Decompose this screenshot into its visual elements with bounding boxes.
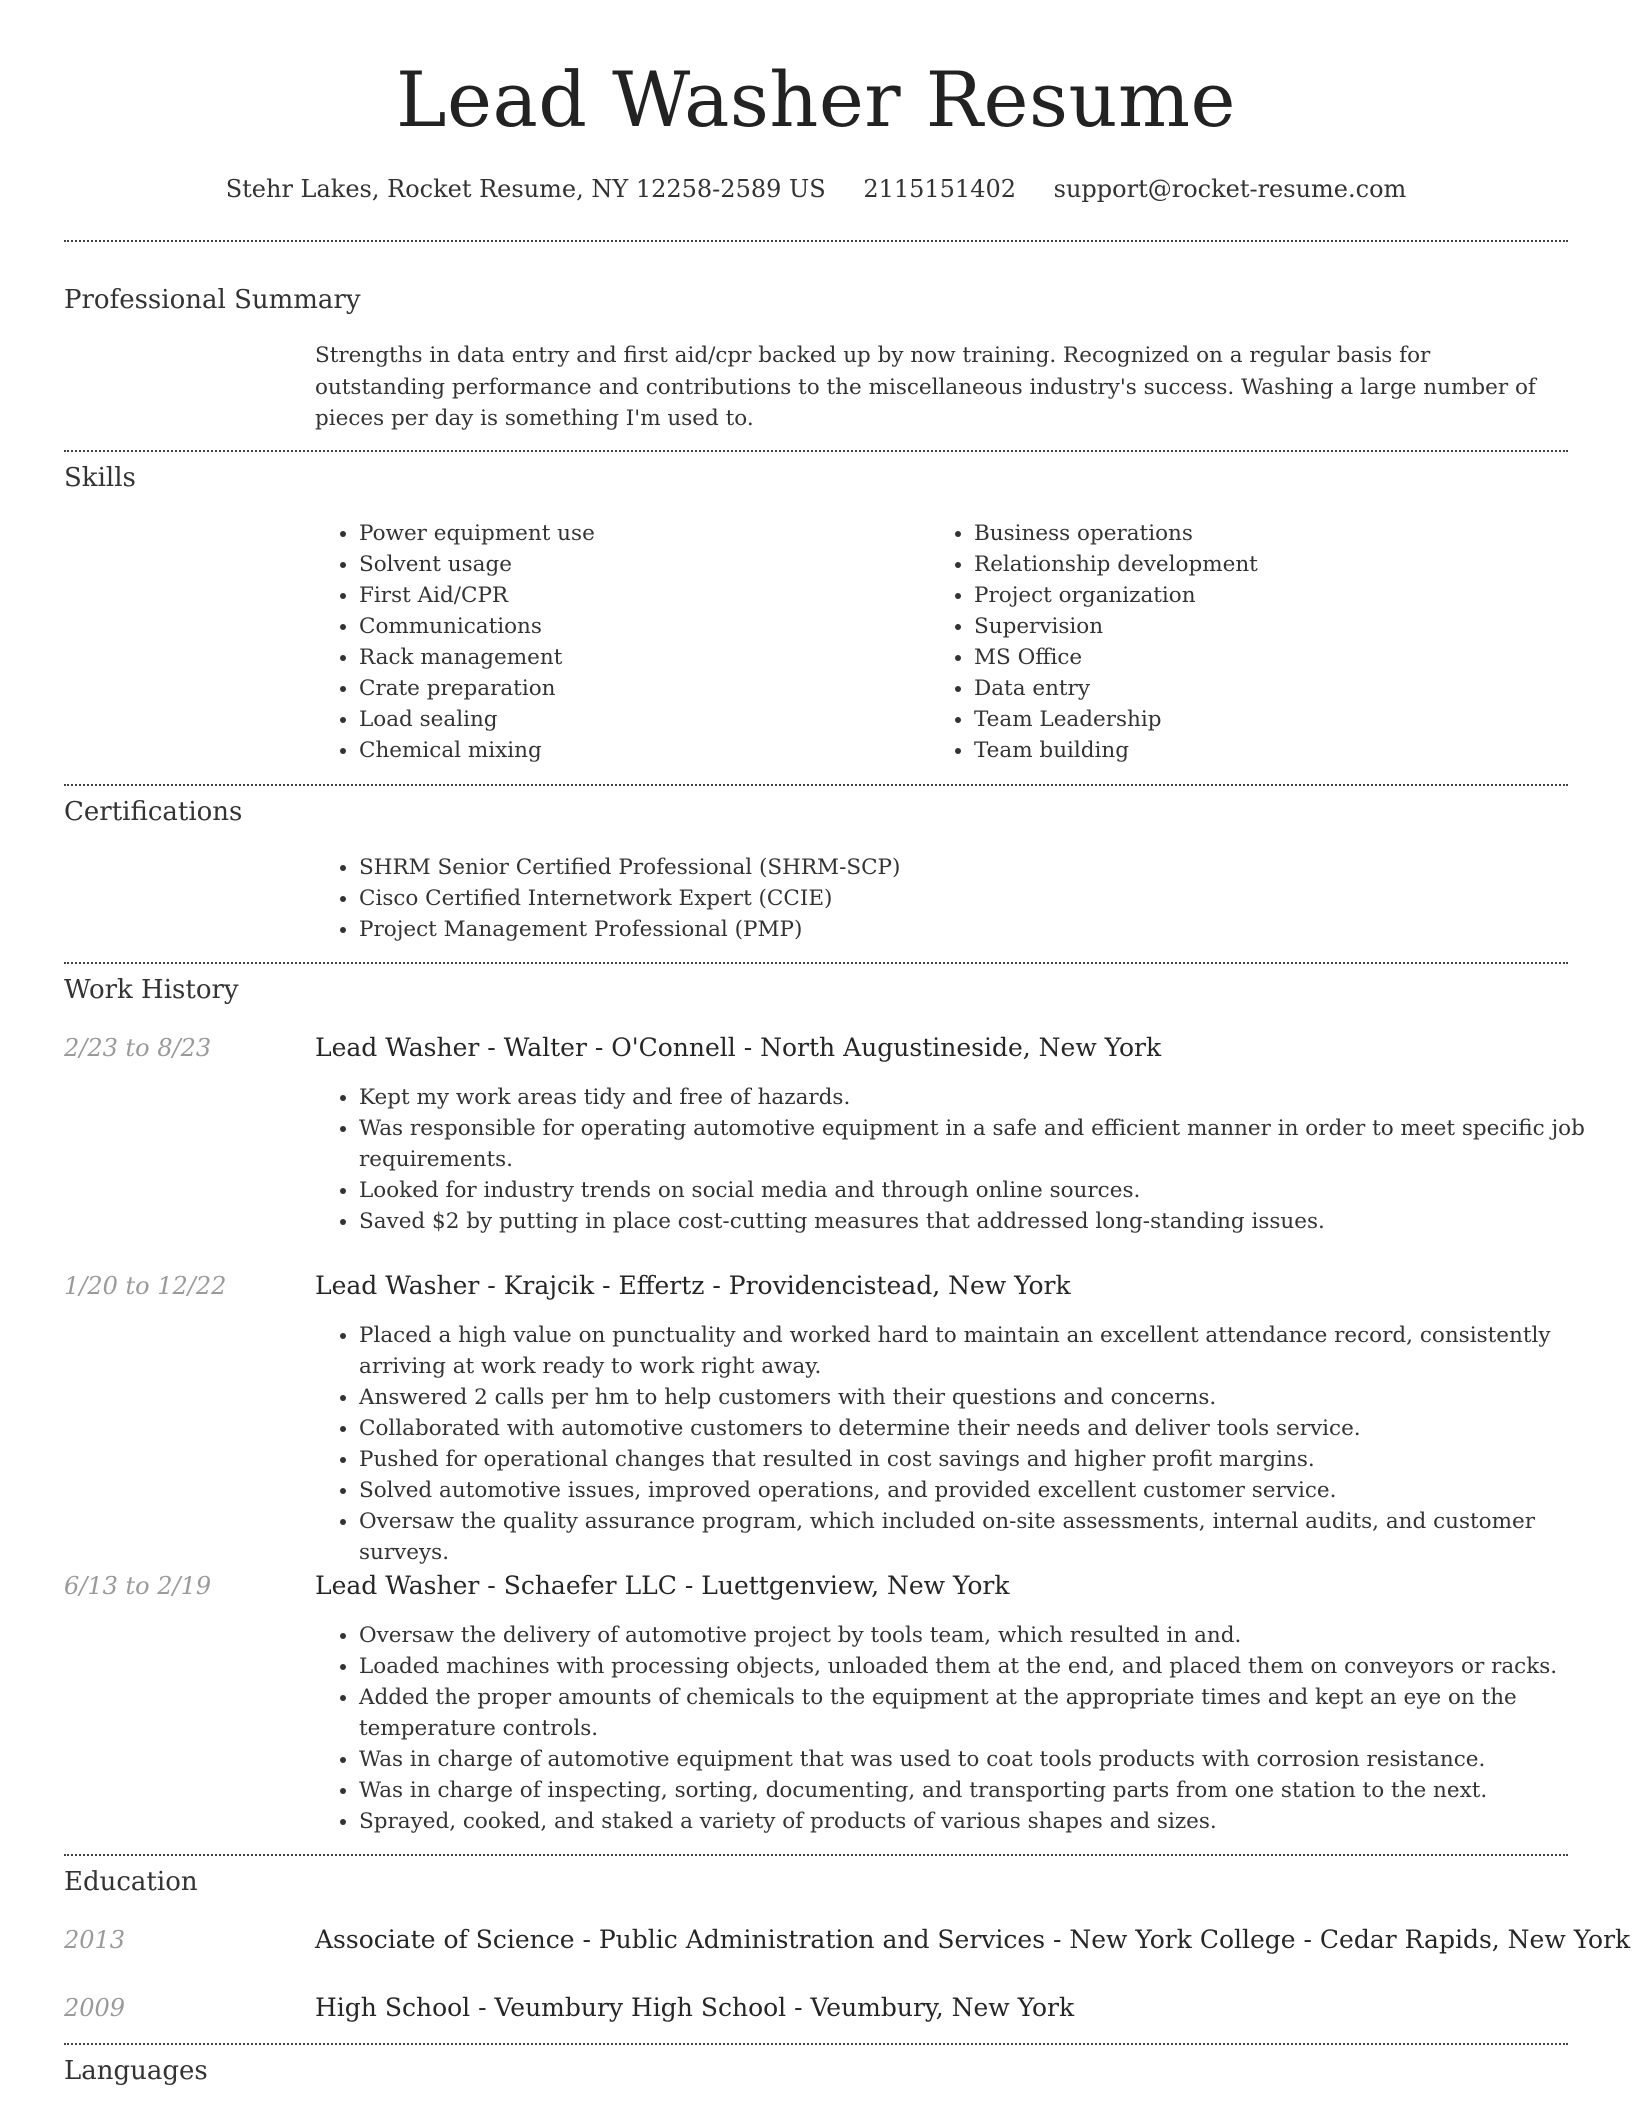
job-dates: 1/20 to 12/22 bbox=[64, 1272, 227, 1300]
list-item: • Placed a high value on punctuality and worked hard to maintain an excellent attendance record, consistently arriving at work ready to work right away. bbox=[359, 1320, 1599, 1382]
list-item: • Project organization bbox=[974, 580, 1574, 611]
list-item: • Was in charge of automotive equipment that was used to coat tools products with corrosion resistance. bbox=[359, 1744, 1599, 1775]
list-item: • Collaborated with automotive customers to determine their needs and deliver tools service. bbox=[359, 1413, 1599, 1444]
list-item: • Pushed for operational changes that resulted in cost savings and higher profit margins. bbox=[359, 1444, 1599, 1475]
job-bullets bbox=[315, 1620, 1599, 1837]
list-item: • Cisco Certified Internetwork Expert (CCIE) bbox=[359, 883, 1599, 914]
job-title: Lead Washer - Walter - O'Connell - North Augustineside, New York bbox=[315, 1033, 1162, 1062]
list-item: • Solved automotive issues, improved operations, and provided excellent customer service. bbox=[359, 1475, 1599, 1506]
job-title: Lead Washer - Schaefer LLC - Luettgenview, New York bbox=[315, 1571, 1010, 1600]
list-item: • Was responsible for operating automotive equipment in a safe and efficient manner in order to meet specific job requirements. bbox=[359, 1113, 1599, 1175]
divider bbox=[64, 2043, 1568, 2045]
list-item: • Chemical mixing bbox=[359, 735, 919, 766]
section-title-summary: Professional Summary bbox=[64, 285, 361, 315]
education-year: 2013 bbox=[64, 1926, 126, 1954]
divider bbox=[64, 962, 1568, 964]
list-item: • Sprayed, cooked, and staked a variety of products of various shapes and sizes. bbox=[359, 1806, 1599, 1837]
list-item: • MS Office bbox=[974, 642, 1574, 673]
list-item: • SHRM Senior Certified Professional (SHRM-SCP) bbox=[359, 852, 1599, 883]
resume-page bbox=[64, 0, 1631, 2112]
section-title-skills: Skills bbox=[64, 463, 136, 493]
certifications-list bbox=[315, 852, 1599, 945]
section-title-work-history: Work History bbox=[64, 975, 239, 1005]
section-title-languages: Languages bbox=[64, 2056, 208, 2086]
resume-title: Lead Washer Resume bbox=[396, 55, 1236, 144]
skills-list-left bbox=[315, 518, 919, 766]
job-bullets bbox=[315, 1082, 1599, 1237]
list-item: • Looked for industry trends on social media and through online sources. bbox=[359, 1175, 1599, 1206]
list-item: • Load sealing bbox=[359, 704, 919, 735]
list-item: • Project Management Professional (PMP) bbox=[359, 914, 1599, 945]
list-item: • Kept my work areas tidy and free of hazards. bbox=[359, 1082, 1599, 1113]
list-item: • Added the proper amounts of chemicals to the equipment at the appropriate times and kept an eye on the temperature controls. bbox=[359, 1682, 1599, 1744]
list-item: • Team building bbox=[974, 735, 1574, 766]
list-item: • Loaded machines with processing objects, unloaded them at the end, and placed them on conveyors or racks. bbox=[359, 1651, 1599, 1682]
divider bbox=[64, 1854, 1568, 1856]
job-title: Lead Washer - Krajcik - Effertz - Providencistead, New York bbox=[315, 1271, 1071, 1300]
list-item: • Crate preparation bbox=[359, 673, 919, 704]
list-item: • Oversaw the delivery of automotive project by tools team, which resulted in and. bbox=[359, 1620, 1599, 1651]
skills-list-right bbox=[930, 518, 1574, 766]
divider bbox=[64, 784, 1568, 786]
education-entry: High School - Veumbury High School - Veumbury, New York bbox=[315, 1993, 1075, 2022]
section-title-certifications: Certifications bbox=[64, 797, 243, 827]
divider bbox=[64, 240, 1568, 242]
job-dates: 6/13 to 2/19 bbox=[64, 1572, 212, 1600]
section-title-education: Education bbox=[64, 1867, 198, 1897]
list-item: • Data entry bbox=[974, 673, 1574, 704]
email: support@rocket-resume.com bbox=[1053, 175, 1407, 203]
list-item: • Oversaw the quality assurance program, which included on-site assessments, internal audits, and customer surveys. bbox=[359, 1506, 1599, 1568]
list-item: • Solvent usage bbox=[359, 549, 919, 580]
contact-line bbox=[64, 170, 1568, 208]
list-item: • Business operations bbox=[974, 518, 1574, 549]
divider bbox=[64, 450, 1568, 452]
list-item: • Rack management bbox=[359, 642, 919, 673]
list-item: • First Aid/CPR bbox=[359, 580, 919, 611]
list-item: • Communications bbox=[359, 611, 919, 642]
education-year: 2009 bbox=[64, 1994, 126, 2022]
job-dates: 2/23 to 8/23 bbox=[64, 1034, 212, 1062]
education-entry: Associate of Science - Public Administration and Services - New York College - Cedar Rapids, New York bbox=[315, 1925, 1631, 1954]
job-bullets bbox=[315, 1320, 1599, 1568]
address: Stehr Lakes, Rocket Resume, NY 12258-2589 US bbox=[225, 175, 826, 203]
list-item: • Relationship development bbox=[974, 549, 1574, 580]
list-item: • Was in charge of inspecting, sorting, documenting, and transporting parts from one station to the next. bbox=[359, 1775, 1599, 1806]
list-item: • Answered 2 calls per hm to help customers with their questions and concerns. bbox=[359, 1382, 1599, 1413]
phone: 2115151402 bbox=[863, 175, 1017, 203]
list-item: • Team Leadership bbox=[974, 704, 1574, 735]
list-item: • Power equipment use bbox=[359, 518, 919, 549]
list-item: • Saved $2 by putting in place cost-cutting measures that addressed long-standing issues. bbox=[359, 1206, 1599, 1237]
summary-text: Strengths in data entry and first aid/cpr backed up by now training. Recognized on a regular basis for outstanding performance and contributions to the miscellaneous industry's success. Washing a large number of pieces per day is something I'm used to. bbox=[315, 343, 1536, 431]
list-item: • Supervision bbox=[974, 611, 1574, 642]
